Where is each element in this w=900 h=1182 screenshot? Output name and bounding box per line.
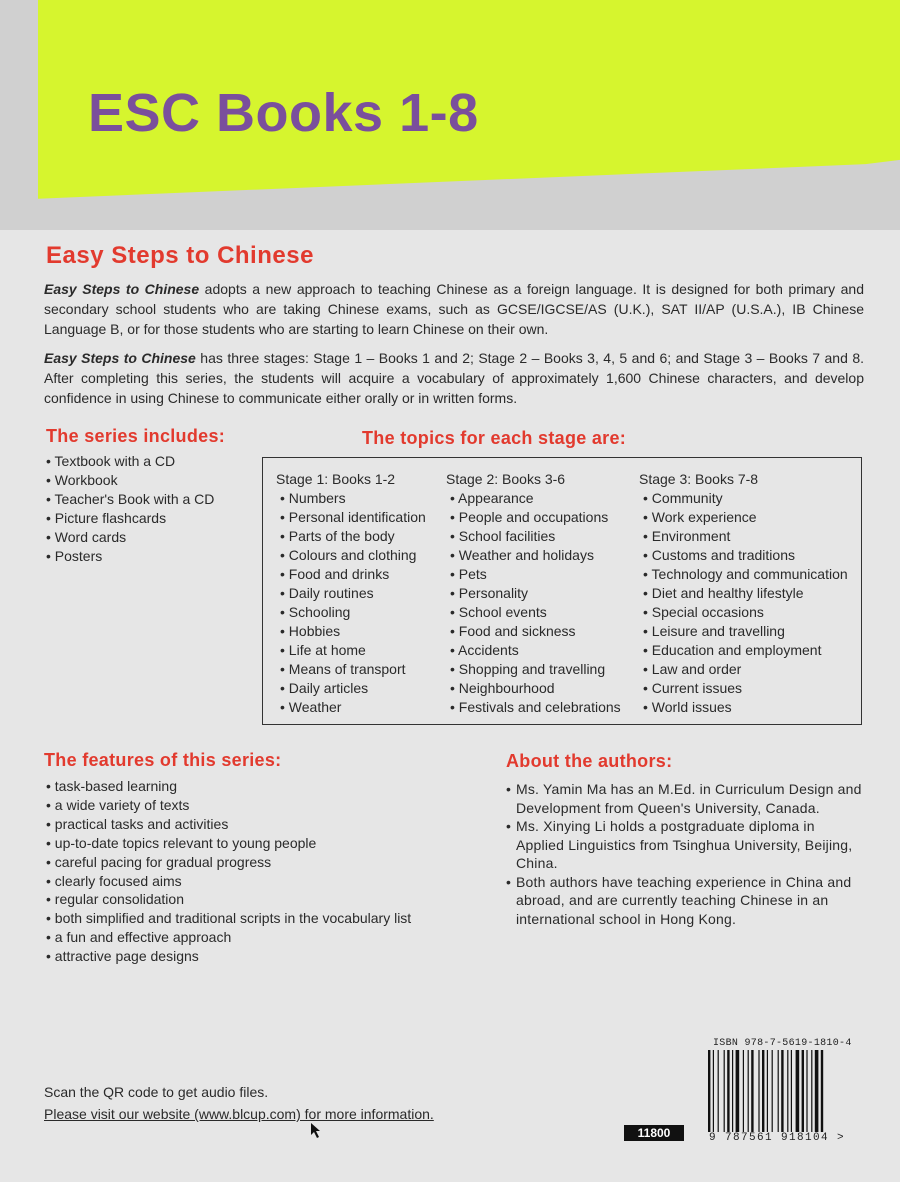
mouse-cursor-icon bbox=[310, 1122, 326, 1140]
list-item: • Ms. Xinying Li holds a postgraduate diploma in Applied Linguistics from Tsinghua University, Beijing, China. bbox=[506, 817, 866, 873]
list-item: • a wide variety of texts bbox=[46, 796, 411, 815]
list-item: • School facilities bbox=[450, 527, 621, 546]
list-item: • Textbook with a CD bbox=[46, 452, 214, 471]
stage-2-column bbox=[446, 470, 621, 717]
list-item: • Environment bbox=[643, 527, 848, 546]
book-name-emphasis: Easy Steps to Chinese bbox=[44, 350, 196, 366]
list-item: • Neighbourhood bbox=[450, 679, 621, 698]
list-item: • Weather bbox=[280, 698, 426, 717]
intro-paragraph-1-text: adopts a new approach to teaching Chinese as a foreign language. It is designed for both primary and secondary school students who are taking Chinese exams, such as GCSE/IGCSE/AS (U.K.), SAT II/AP (U.S.A.), IB Chinese Language B, or for those students who are starting to learn Chinese on their own. bbox=[44, 281, 864, 337]
price-tag: 11800 bbox=[624, 1125, 684, 1141]
topics-heading: The topics for each stage are: bbox=[362, 428, 627, 448]
list-item: • attractive page designs bbox=[46, 947, 411, 966]
list-item: • Hobbies bbox=[280, 622, 426, 641]
list-item: • Education and employment bbox=[643, 641, 848, 660]
list-item: • Food and sickness bbox=[450, 622, 621, 641]
list-item: • Teacher's Book with a CD bbox=[46, 490, 214, 509]
list-item: • Pets bbox=[450, 565, 621, 584]
list-item: • Appearance bbox=[450, 489, 621, 508]
stage-title: Stage 1: Books 1-2 bbox=[276, 471, 396, 487]
intro-paragraph-2-text: has three stages: Stage 1 – Books 1 and 2; Stage 2 – Books 3, 4, 5 and 6; and Stage 3 – Books 7 and 8. After completing this series, the students will acquire a vocabulary of approximately 1,600 Chinese characters, and develop confidence in using Chinese to communicate either orally or in written forms. bbox=[44, 350, 864, 406]
website-link[interactable]: Please visit our website (www.blcup.com) for more information. bbox=[44, 1106, 434, 1122]
list-item: • up-to-date topics relevant to young people bbox=[46, 834, 411, 853]
list-item: • practical tasks and activities bbox=[46, 815, 411, 834]
list-item: • Personality bbox=[450, 584, 621, 603]
list-item: • Colours and clothing bbox=[280, 546, 426, 565]
list-item: • Life at home bbox=[280, 641, 426, 660]
list-item: • Schooling bbox=[280, 603, 426, 622]
list-item: • Personal identification bbox=[280, 508, 426, 527]
list-item: • Daily articles bbox=[280, 679, 426, 698]
list-item: • Community bbox=[643, 489, 848, 508]
scan-qr-text: Scan the QR code to get audio files. bbox=[44, 1084, 269, 1100]
topics-box bbox=[262, 457, 862, 725]
stage-title: Stage 3: Books 7-8 bbox=[639, 471, 759, 487]
list-item: • Current issues bbox=[643, 679, 848, 698]
list-item: • Word cards bbox=[46, 528, 214, 547]
list-item: • Accidents bbox=[450, 641, 621, 660]
list-item: • Customs and traditions bbox=[643, 546, 848, 565]
list-item: • Food and drinks bbox=[280, 565, 426, 584]
features-heading: The features of this series: bbox=[44, 750, 282, 770]
authors-heading: About the authors: bbox=[506, 751, 673, 771]
list-item: • Numbers bbox=[280, 489, 426, 508]
list-item: • Both authors have teaching experience in China and abroad, and are currently teaching Chinese in an international school in Hong Kong. bbox=[506, 873, 866, 929]
list-item: • regular consolidation bbox=[46, 890, 411, 909]
list-item: • Leisure and travelling bbox=[643, 622, 848, 641]
barcode-number: 9 787561 918104 > bbox=[709, 1132, 846, 1144]
list-item: • People and occupations bbox=[450, 508, 621, 527]
list-item: • Daily routines bbox=[280, 584, 426, 603]
stage-1-column bbox=[276, 470, 426, 717]
main-heading: Easy Steps to Chinese bbox=[46, 242, 314, 269]
list-item: • Shopping and travelling bbox=[450, 660, 621, 679]
list-item: • Special occasions bbox=[643, 603, 848, 622]
list-item: • Ms. Yamin Ma has an M.Ed. in Curriculum Design and Development from Queen's University, Canada. bbox=[506, 780, 866, 817]
list-item: • Festivals and celebrations bbox=[450, 698, 621, 717]
list-item: • School events bbox=[450, 603, 621, 622]
list-item: • clearly focused aims bbox=[46, 872, 411, 891]
intro-paragraph-2 bbox=[44, 348, 864, 408]
list-item: • Picture flashcards bbox=[46, 509, 214, 528]
stage-3-column bbox=[639, 470, 848, 717]
list-item: • task-based learning bbox=[46, 777, 411, 796]
list-item: • Technology and communication bbox=[643, 565, 848, 584]
list-item: • a fun and effective approach bbox=[46, 928, 411, 947]
list-item: • Law and order bbox=[643, 660, 848, 679]
list-item: • Weather and holidays bbox=[450, 546, 621, 565]
list-item: • Diet and healthy lifestyle bbox=[643, 584, 848, 603]
list-item: • Means of transport bbox=[280, 660, 426, 679]
book-name-emphasis: Easy Steps to Chinese bbox=[44, 281, 200, 297]
barcode-icon bbox=[706, 1050, 846, 1144]
list-item: • both simplified and traditional scripts in the vocabulary list bbox=[46, 909, 411, 928]
isbn-text: ISBN 978-7-5619-1810-4 bbox=[713, 1038, 852, 1049]
stage-title: Stage 2: Books 3-6 bbox=[446, 471, 566, 487]
list-item: • Posters bbox=[46, 547, 214, 566]
series-title: ESC Books 1-8 bbox=[88, 83, 479, 143]
list-item: • careful pacing for gradual progress bbox=[46, 853, 411, 872]
series-includes-list bbox=[46, 452, 214, 566]
authors-list bbox=[506, 780, 866, 928]
features-list bbox=[46, 777, 411, 966]
list-item: • Workbook bbox=[46, 471, 214, 490]
intro-paragraph-1 bbox=[44, 279, 864, 339]
list-item: • Work experience bbox=[643, 508, 848, 527]
list-item: • Parts of the body bbox=[280, 527, 426, 546]
list-item: • World issues bbox=[643, 698, 848, 717]
series-includes-heading: The series includes: bbox=[46, 426, 226, 446]
